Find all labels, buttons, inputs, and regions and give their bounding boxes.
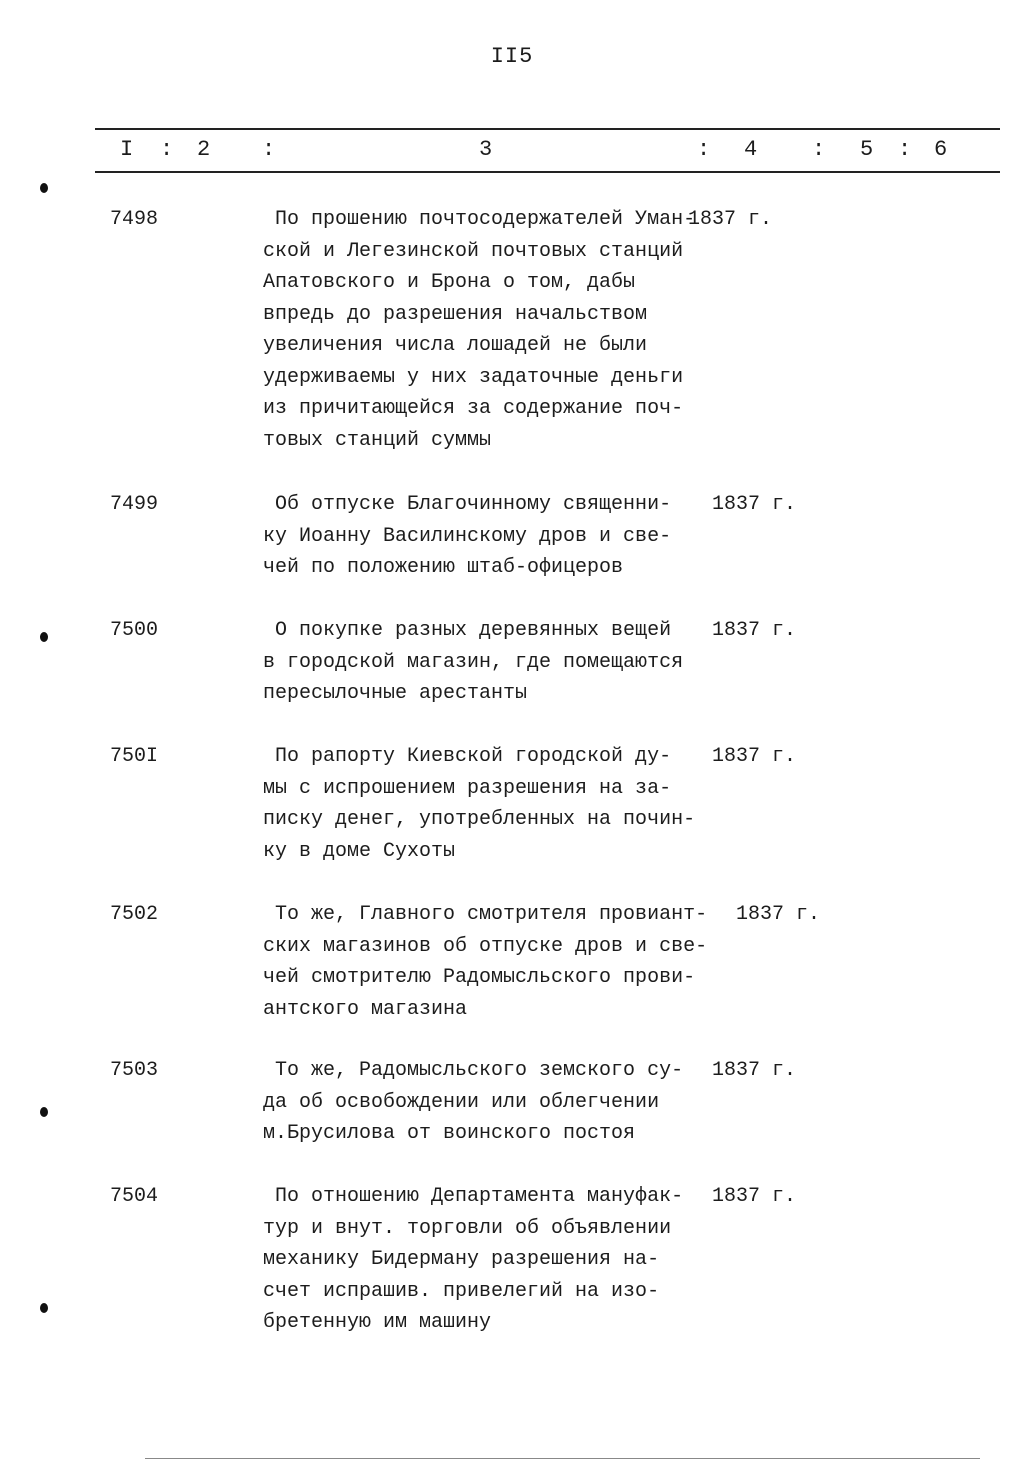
column-separator: :	[262, 137, 276, 162]
column-separator: :	[160, 137, 174, 162]
binding-hole-mark	[40, 1107, 48, 1117]
column-separator: :	[697, 137, 711, 162]
column-header-6: 6	[934, 137, 948, 162]
column-header-2: 2	[197, 137, 211, 162]
record-number: 7500	[110, 619, 159, 642]
record-year: 1837 г.	[712, 619, 797, 642]
record-number: 750I	[110, 745, 159, 768]
record-year: 1837 г.	[712, 1059, 797, 1082]
record-number: 7499	[110, 493, 159, 516]
record-description: По отношению Департамента мануфак- тур и внут. торговли об объявлении механику Бидерману разрешения на- счет испрашив. привелегий на изо- бретенную им машину	[263, 1185, 684, 1334]
page-number: II5	[490, 44, 534, 69]
record-description: То же, Радомысльского земского су- да об освобождении или облегчении м.Брусилова от воинского постоя	[263, 1059, 684, 1145]
record-number: 7504	[110, 1185, 159, 1208]
binding-hole-mark	[40, 632, 48, 642]
record-description: По рапорту Киевской городской ду- мы с испрошением разрешения на за- писку денег, употребленных на почин- ку в доме Сухоты	[263, 745, 696, 863]
record-description: По прошению почтосодержателей Уман- ской и Легезинской почтовых станций Апатовского и Брона о том, дабы впредь до разрешения начальством увеличения числа лошадей не были удерживаемы у них задаточные деньги из причитающейся за содержание поч- товых станций суммы	[263, 208, 696, 452]
record-description: То же, Главного смотрителя провиант- ских магазинов об отпуске дров и све- чей смотрителю Радомысльского прови- антского магазина	[263, 903, 708, 1021]
column-header-1: I	[120, 137, 134, 162]
binding-hole-mark	[40, 183, 48, 193]
record-description: Об отпуске Благочинному священни- ку Иоанну Василинскому дров и све- чей по положению штаб-офицеров	[263, 493, 672, 579]
column-header-3: 3	[479, 137, 493, 162]
record-year: 1837 г.	[712, 493, 797, 516]
record-year: 1837 г.	[712, 1185, 797, 1208]
record-description: О покупке разных деревянных вещей в городской магазин, где помещаются пересылочные арестанты	[263, 619, 684, 705]
record-year: 1837 г.	[688, 208, 773, 231]
record-year: 1837 г.	[736, 903, 821, 926]
column-separator: :	[898, 137, 912, 162]
record-year: 1837 г.	[712, 745, 797, 768]
table-header-top-rule	[95, 128, 1000, 130]
record-number: 7502	[110, 903, 159, 926]
column-header-5: 5	[860, 137, 874, 162]
record-number: 7503	[110, 1059, 159, 1082]
binding-hole-mark	[40, 1303, 48, 1313]
table-header-bottom-rule	[95, 171, 1000, 173]
column-separator: :	[812, 137, 826, 162]
record-number: 7498	[110, 208, 159, 231]
page-bottom-edge-line	[145, 1458, 980, 1459]
column-header-4: 4	[744, 137, 758, 162]
